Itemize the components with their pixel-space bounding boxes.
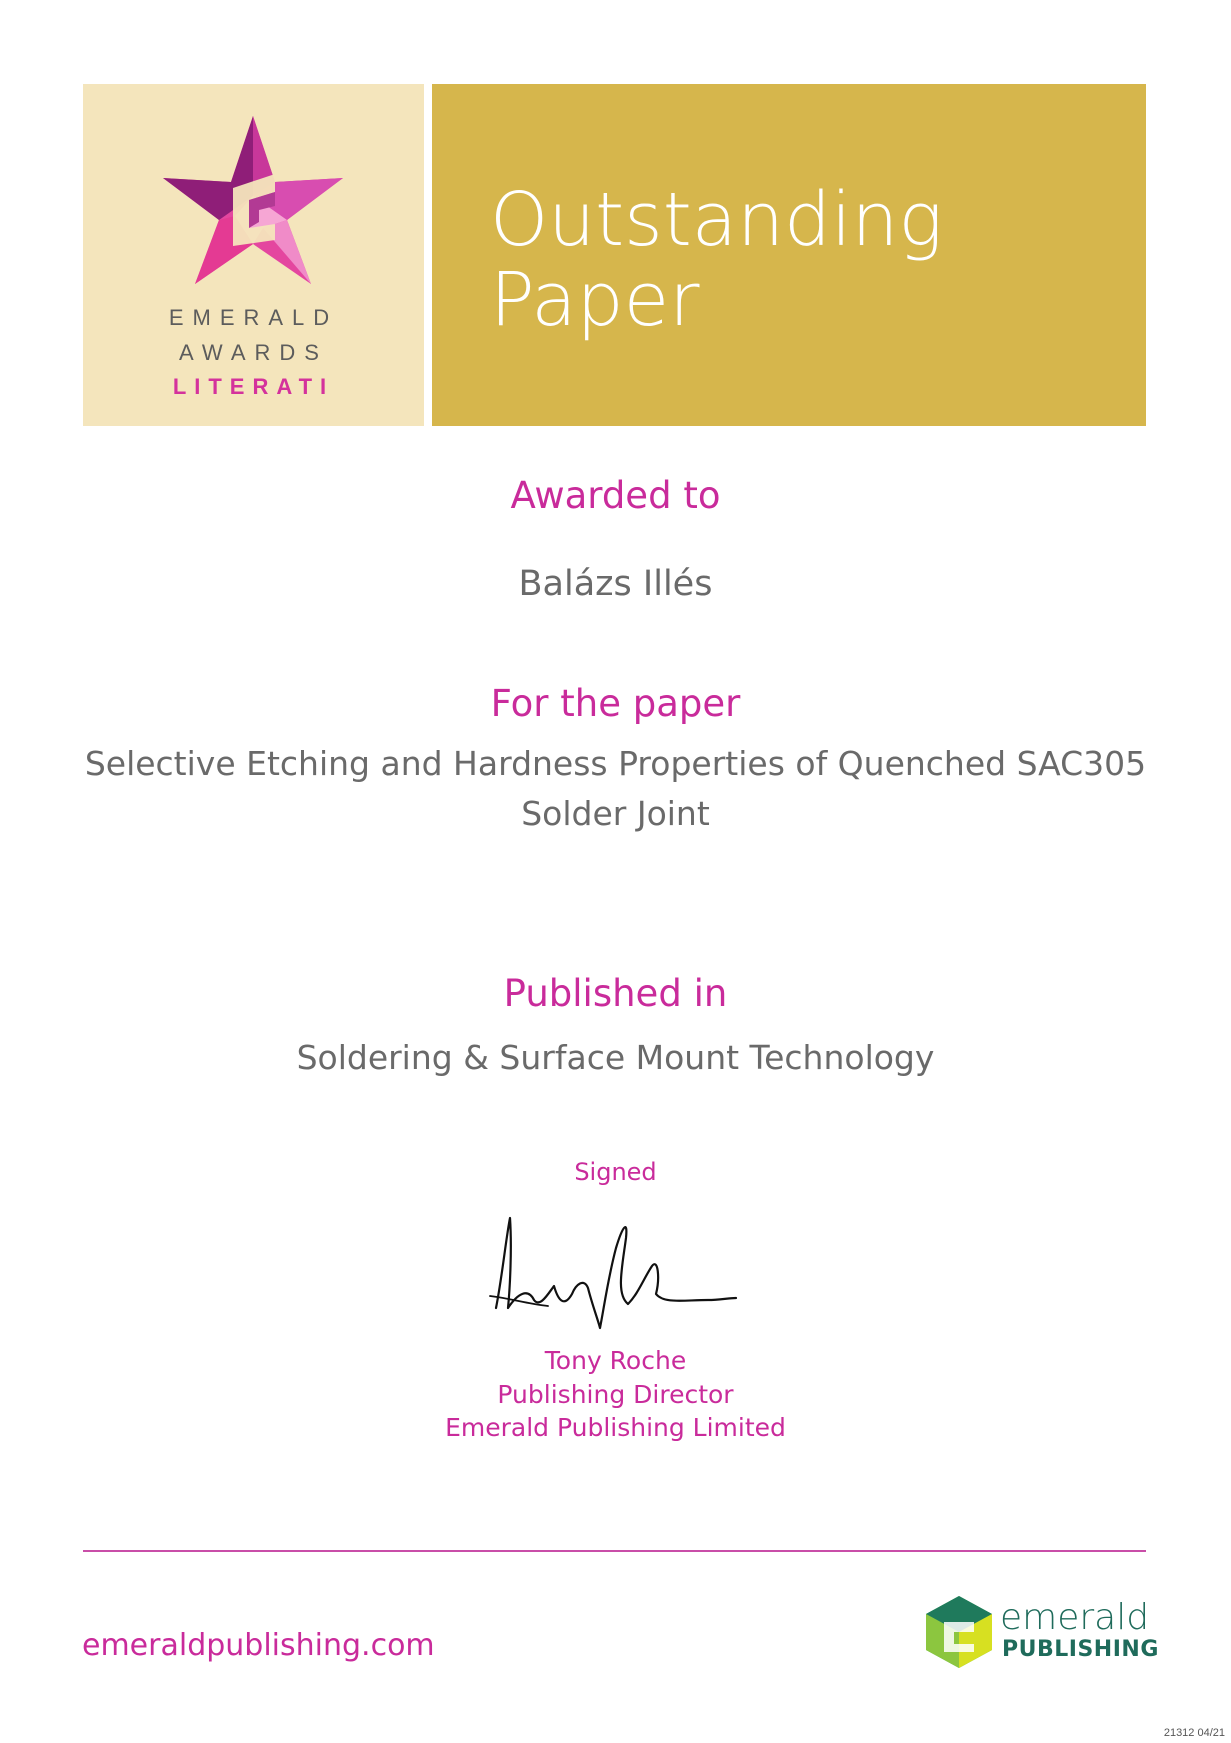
logo-text-emerald: EMERALD: [168, 305, 339, 330]
signatory-role: Publishing Director: [497, 1380, 734, 1409]
recipient-name: Balázs Illés: [518, 564, 713, 604]
handwritten-signature: [488, 1208, 738, 1333]
award-title-line2: Paper: [490, 257, 700, 343]
award-title-panel: [432, 84, 1146, 426]
brand-word-publishing: PUBLISHING: [1002, 1637, 1159, 1662]
paper-title-line2: Solder Joint: [521, 794, 710, 833]
logo-text-awards: AWARDS: [179, 340, 328, 365]
journal-name: Soldering & Surface Mount Technology: [296, 1038, 935, 1077]
emerald-cube-logo-icon: [926, 1596, 992, 1668]
awarded-to-label: Awarded to: [510, 474, 721, 517]
signatory-name: Tony Roche: [544, 1346, 687, 1375]
brand-word-emerald: emerald: [1000, 1597, 1150, 1638]
footer-website-link[interactable]: emeraldpublishing.com: [82, 1628, 435, 1663]
footer-divider: [83, 1550, 1146, 1552]
emerald-publishing-logo: [926, 1596, 1159, 1668]
signatory-organization: Emerald Publishing Limited: [445, 1413, 786, 1442]
for-the-paper-label: For the paper: [490, 682, 741, 725]
signed-label: Signed: [574, 1158, 657, 1186]
published-in-label: Published in: [503, 972, 728, 1015]
literati-star-icon: [163, 116, 343, 286]
logo-text-literati: LITERATI: [172, 374, 335, 399]
award-title-line1: Outstanding: [490, 177, 943, 263]
document-code: 21312 04/21: [1163, 1727, 1225, 1739]
paper-title-line1: Selective Etching and Hardness Properties of Quenched SAC305: [84, 744, 1147, 783]
literati-logo-panel: [83, 84, 424, 426]
